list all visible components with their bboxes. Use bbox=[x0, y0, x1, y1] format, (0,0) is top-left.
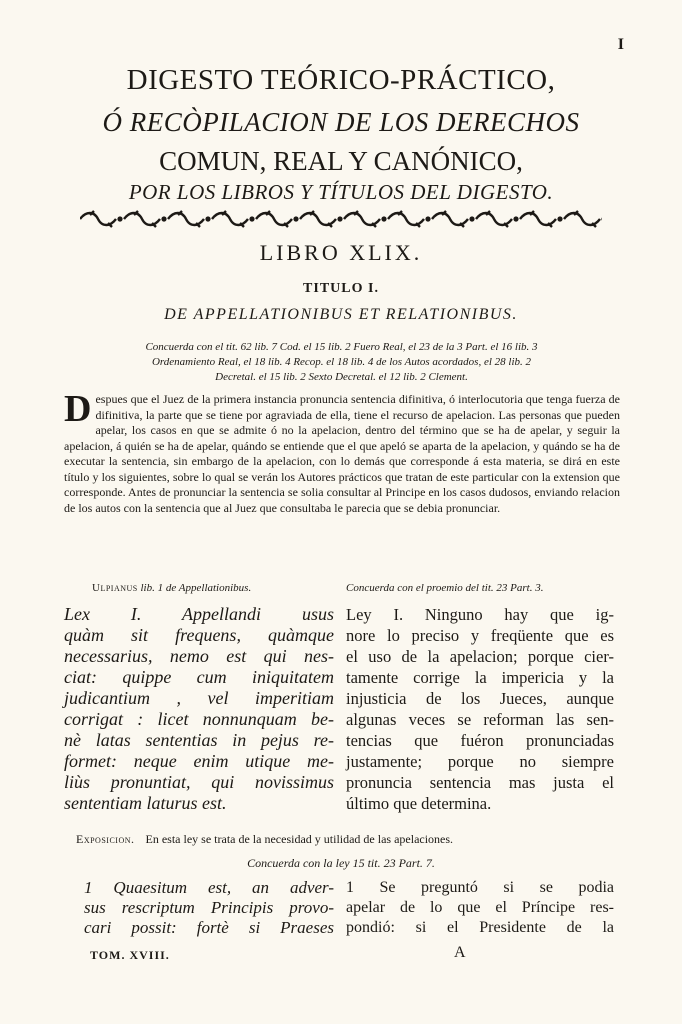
ornament-dot bbox=[381, 216, 386, 221]
latin-line: sententiam laturus est. bbox=[64, 793, 227, 813]
latin-line: liùs pronuntiat, qui novissimus bbox=[64, 772, 334, 792]
spanish-line: el uso de la apelacion; porque cier- bbox=[346, 647, 614, 666]
spanish-line: tencias que fuéron pronunciadas bbox=[346, 731, 614, 750]
spanish-line: pronuncia sentencia mas justa el bbox=[346, 773, 614, 792]
ornament-segment bbox=[212, 211, 248, 227]
ornament-segment bbox=[432, 211, 468, 227]
ornament-segment bbox=[344, 211, 380, 227]
spanish-line: injusticia de los Jueces, aunque bbox=[346, 689, 614, 708]
title-line-2: Ó RECÒPILACION DE LOS DERECHOS bbox=[102, 107, 580, 137]
concordance-block bbox=[64, 340, 619, 385]
ornament-segment bbox=[388, 211, 424, 227]
ornament-dot bbox=[337, 216, 342, 221]
ornament-segment bbox=[300, 211, 336, 227]
signature-mark: A bbox=[454, 944, 466, 961]
latin-line: sus rescriptum Principis provo- bbox=[84, 898, 334, 917]
ornament-segment bbox=[124, 211, 160, 227]
exposicion-text: En esta ley se trata de la necesidad y utilidad de las apelaciones. bbox=[145, 832, 454, 846]
exposicion-label: Exposicion. bbox=[76, 832, 135, 846]
ornament-border-icon bbox=[80, 209, 602, 229]
latin-line: cari possit: fortè si Praeses bbox=[84, 918, 334, 937]
page-number: I bbox=[617, 36, 624, 53]
spanish-line: pondió: si el Presidente de la bbox=[346, 919, 614, 936]
ornament-segment bbox=[520, 211, 556, 227]
concordance-line: Ordenamiento Real, el 18 lib. 4 Recop. el 18 lib. 4 de los Autos acordados, el 28 lib. 2 bbox=[151, 356, 532, 368]
spanish-line: tamente corrige la impericia y la bbox=[346, 668, 614, 687]
spanish-line: último que determina. bbox=[346, 794, 492, 813]
book-heading: LIBRO XLIX. bbox=[259, 240, 423, 265]
spanish-line: 1 Se preguntó si se podia bbox=[346, 879, 614, 896]
latin-line: quàm sit frequens, quàmque bbox=[64, 625, 334, 645]
ornament-dot bbox=[293, 216, 298, 221]
latin-column-2 bbox=[84, 878, 334, 938]
spanish-line: nore lo preciso y freqüente que es bbox=[346, 626, 614, 645]
ornament-dot bbox=[557, 216, 562, 221]
latin-line: nè latas sententias in pejus re- bbox=[64, 730, 334, 750]
ornament-segment bbox=[476, 211, 512, 227]
title-line-1: DIGESTO TEÓRICO-PRÁCTICO, bbox=[126, 64, 556, 96]
ornament-dot bbox=[513, 216, 518, 221]
intro-text: espues que el Juez de la primera instancia pronuncia sentencia difinitiva, ó interlocutoria que tenga fuerza de difinitiva, la parte que se tiene por agraviada de ella, tiene el recurso de apelacion. Las personas que pueden apelar, los casos en que se admite ó no la apelacion, dentro del término que se ha de apelar, y seguir la apelacion, á quién se ha de apelar, quándo se entiende que el que apeló se aparta de la apelacion, y quándo se ha de executar la sentencia, sin embargo de la apelacion, con lo demás que corresponde á esta materia, se dirá en este título y los siguientes, sobre lo qual se verán los Autores prácticos que tratan de este particular con la extension que corresponde. Antes de pronunciar la sentencia se solia consultar al Principe en los casos dudosos, enviando relacion de los autos con la sentencia que al Juez que consultaba le parecia que se debia pronunciar. bbox=[64, 392, 620, 515]
title-line-4: POR LOS LIBROS Y TÍTULOS DEL DIGESTO. bbox=[128, 180, 554, 204]
ornament-dot bbox=[469, 216, 474, 221]
latin-line: formet: neque enim utique me- bbox=[64, 751, 334, 771]
latin-source-header bbox=[92, 582, 251, 594]
ornament-segment bbox=[564, 211, 600, 227]
rubric-heading: DE APPELLATIONIBUS ET RELATIONIBUS. bbox=[164, 306, 518, 323]
ornament-dot bbox=[249, 216, 254, 221]
drop-cap: D bbox=[64, 388, 92, 430]
spanish-column bbox=[346, 604, 614, 814]
author-name: Ulpianus bbox=[92, 582, 138, 594]
spanish-line: Ley I. Ninguno hay que ig- bbox=[346, 605, 614, 624]
spanish-source-header: Concuerda con el proemio del tit. 23 Part. 3. bbox=[346, 582, 544, 594]
latin-line: corrigat : licet nonnunquam be- bbox=[64, 709, 334, 729]
latin-line: 1 Quaesitum est, an adver- bbox=[84, 878, 334, 897]
source-ref: lib. 1 de Appellationibus. bbox=[140, 582, 252, 594]
ornament-segment bbox=[80, 211, 116, 227]
concordance-line: Concuerda con el tit. 62 lib. 7 Cod. el 15 lib. 2 Fuero Real, el 23 de la 3 Part. el 16 lib. 3 bbox=[145, 341, 538, 353]
spanish-line: justamente; porque no siempre bbox=[346, 752, 614, 771]
latin-line: Lex I. Appellandi usus bbox=[64, 604, 334, 624]
title-heading: TITULO I. bbox=[303, 281, 379, 296]
latin-column bbox=[64, 604, 334, 814]
spanish-line: apelar de lo que el Príncipe res- bbox=[346, 899, 614, 916]
ornament-dot bbox=[601, 216, 602, 221]
ornament-dot bbox=[205, 216, 210, 221]
exposicion-line bbox=[76, 832, 453, 847]
latin-line: necessarius, nemo est qui nes- bbox=[64, 646, 334, 666]
latin-line: ciat: quippe cum iniquitatem bbox=[64, 667, 334, 687]
title-line-3: COMUN, REAL Y CANÓNICO, bbox=[159, 146, 523, 176]
ornament-dot bbox=[425, 216, 430, 221]
ornament-segment bbox=[256, 211, 292, 227]
concordance-line: Decretal. el 15 lib. 2 Sexto Decretal. el 12 lib. 2 Clement. bbox=[215, 371, 468, 383]
concordance-2: Concuerda con la ley 15 tit. 23 Part. 7. bbox=[247, 856, 435, 870]
intro-paragraph bbox=[64, 388, 620, 516]
spanish-line: algunas veces se reforman las sen- bbox=[346, 710, 614, 729]
spanish-column-2 bbox=[346, 878, 614, 938]
latin-line: judicantium , vel imperitiam bbox=[64, 688, 334, 708]
ornament-segment bbox=[168, 211, 204, 227]
tome-footer: TOM. XVIII. bbox=[90, 948, 170, 962]
ornament-dot bbox=[117, 216, 122, 221]
ornament-dot bbox=[161, 216, 166, 221]
